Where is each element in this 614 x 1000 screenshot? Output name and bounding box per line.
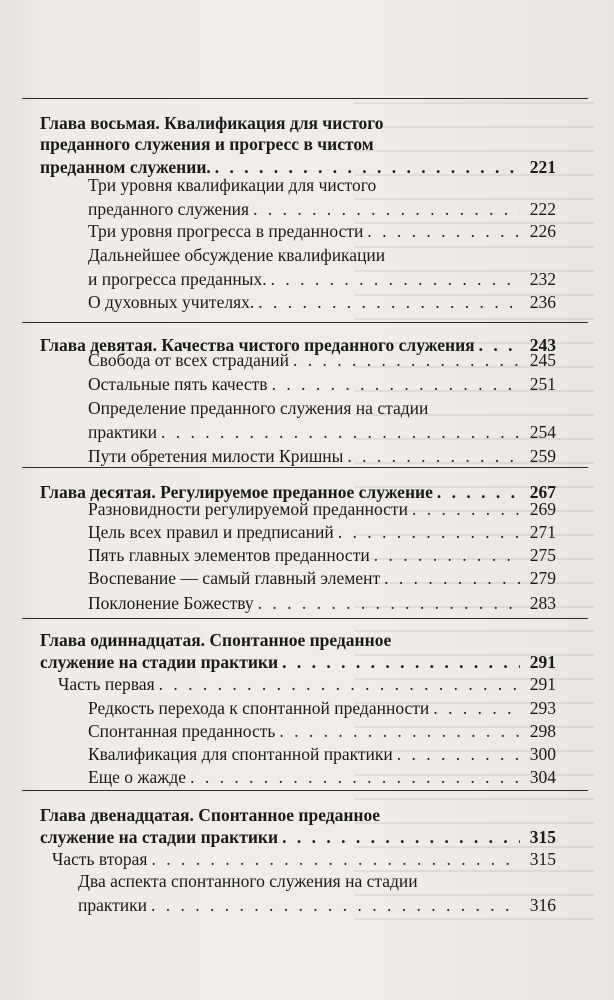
toc-entry [88,373,556,395]
chapter-12-title-line-page-number: 315 [529,827,556,847]
dot-leader [279,720,520,742]
chapter-11-title-line [40,651,556,673]
section-divider [22,322,588,323]
toc-entry-text: Разновидности регулируемой преданности [88,499,408,519]
dot-leader [367,220,520,242]
toc-entry-text: Еще о жажде [88,767,187,787]
toc-entry-text: Квалификация для спонтанной практики [88,744,393,764]
section-divider [22,618,588,619]
toc-entry-page-number: 245 [529,350,556,370]
toc-entry [88,567,556,589]
chapter-8-title-line: Глава восьмая. Квалификация для чистого [40,113,384,133]
toc-entry-page-number: 269 [529,499,556,519]
toc-entry-text: Поклонение Божеству [88,593,254,613]
toc-entry-text: Остальные пять качеств [88,374,268,394]
toc-entry-text: О духовных учителях. [88,292,255,312]
toc-entry-page-number: 236 [529,292,556,312]
toc-entry-page-number: 232 [529,269,556,289]
toc-entry-text: Свобода от всех страданий [88,350,290,370]
toc-entry-text: Часть первая [58,674,155,694]
dot-leader [151,894,520,916]
toc-entry-page-number: 300 [529,744,556,764]
chapter-9-title-line-text: Глава девятая. Качества чистого преданного служения [40,335,475,355]
toc-entry-page-number: 254 [529,422,556,442]
dot-leader [397,743,520,765]
dot-leader [282,651,520,673]
chapter-11-title-line: Глава одиннадцатая. Спонтанное преданное [40,630,392,650]
toc-entry-page-number: 293 [529,698,556,718]
toc-entry-page-number: 315 [529,849,556,869]
toc-entry-text: Редкость перехода к спонтанной преданности [88,698,430,718]
toc-entry-text: и прогресса преданных. [88,269,267,289]
toc-entry-text: преданного служения [88,199,250,219]
toc-entry [78,894,556,916]
chapter-10-title-line-page-number: 267 [529,482,556,502]
toc-entry: Дальнейшее обсуждение квалификации [88,245,386,265]
toc-entry-text: Три уровня прогресса в преданности [88,221,364,241]
dot-leader [151,848,520,870]
chapter-8-title-line-text: преданном служении. [40,157,211,177]
toc-entry-text: Пять главных элементов преданности [88,545,370,565]
chapter-8-title-line: преданного служения и прогресс в чистом [40,134,374,154]
toc-entry-text: Воспевание — самый главный элемент [88,568,381,588]
dot-leader [374,544,520,566]
toc-entry [58,673,556,695]
dot-leader [161,421,520,443]
toc-entry-text: Пути обретения милости Кришны [88,446,344,466]
toc-entry: Два аспекта спонтанного служения на стадии [78,871,418,891]
toc-entry-text: практики [88,422,158,442]
toc-entry [88,743,556,765]
toc-entry [88,544,556,566]
toc-entry [88,421,556,443]
chapter-10-title-line-text: Глава десятая. Регулируемое преданное служение [40,482,433,502]
toc-entry-text: Цель всех правил и предписаний [88,522,334,542]
dot-leader [271,268,520,290]
chapter-12-title-line-text: служение на стадии практики [40,827,279,847]
section-divider [22,98,588,99]
toc-entry [88,592,556,614]
dot-leader [253,198,520,220]
toc-entry [88,697,556,719]
chapter-11-title-line-text: служение на стадии практики [40,652,279,672]
dot-leader [384,567,520,589]
toc-entry [88,220,556,242]
section-divider [22,467,588,468]
toc-entry [88,349,556,371]
section-divider [22,790,588,791]
dot-leader [282,826,520,848]
dot-leader [272,373,520,395]
toc-entry-text: практики [78,895,148,915]
toc-entry-page-number: 304 [529,767,556,787]
toc-entry-page-number: 316 [529,895,556,915]
toc-entry [88,720,556,742]
toc-entry [88,445,556,467]
dot-leader [338,521,520,543]
toc-entry-page-number: 279 [529,568,556,588]
toc-entry-page-number: 259 [529,446,556,466]
toc-entry [88,268,556,290]
toc-entry-page-number: 298 [529,721,556,741]
chapter-8-title-line-page-number: 221 [529,157,556,177]
toc-entry-page-number: 271 [529,522,556,542]
toc-entry-page-number: 226 [529,221,556,241]
toc-entry-page-number: 291 [529,674,556,694]
dot-leader [293,349,520,371]
chapter-9-title-line-page-number: 243 [529,335,556,355]
chapter-12-title-line: Глава двенадцатая. Спонтанное преданное [40,805,381,825]
dot-leader [433,697,520,719]
toc-entry-page-number: 275 [529,545,556,565]
dot-leader [190,766,520,788]
dot-leader [347,445,520,467]
toc-entry [52,848,556,870]
toc-entry [88,521,556,543]
dot-leader [258,592,520,614]
toc-entry: Три уровня квалификации для чистого [88,175,377,195]
toc-entry-page-number: 283 [529,593,556,613]
toc-entry-page-number: 222 [529,199,556,219]
toc-entry-page-number: 251 [529,374,556,394]
chapter-11-title-line-page-number: 291 [529,652,556,672]
chapter-12-title-line [40,826,556,848]
toc-entry [88,498,556,520]
toc-entry: Определение преданного служения на стадии [88,398,429,418]
toc-entry [88,766,556,788]
toc-entry-text: Спонтанная преданность [88,721,276,741]
dot-leader [258,291,520,313]
toc-entry [88,198,556,220]
toc-entry-text: Часть вторая [52,849,148,869]
dot-leader [412,498,520,520]
dot-leader [159,673,520,695]
toc-entry [88,291,556,313]
